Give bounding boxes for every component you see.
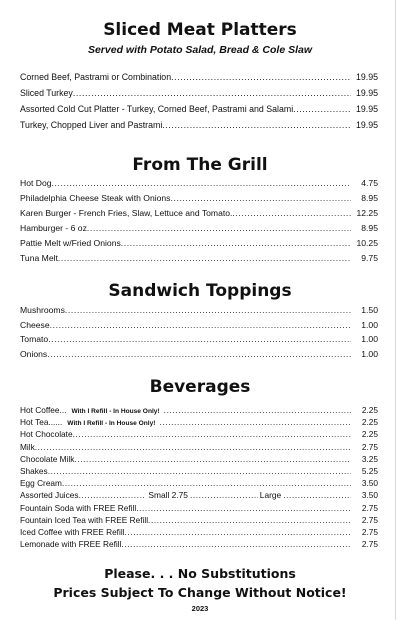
dot-leader	[148, 514, 351, 526]
item-large-label: Large	[259, 490, 282, 501]
item-name: Tuna Melt	[20, 253, 58, 263]
menu-item	[20, 117, 378, 133]
menu-item	[20, 69, 378, 85]
dot-leader	[190, 489, 258, 501]
menu-item	[20, 465, 378, 477]
menu-item	[20, 404, 378, 416]
menu-item	[20, 318, 378, 333]
dot-leader	[74, 453, 351, 465]
beverages-list	[20, 404, 378, 550]
menu-item	[20, 441, 378, 453]
menu-item	[20, 251, 378, 266]
item-price: 19.95	[355, 120, 378, 130]
section-title-beverages: Beverages	[149, 377, 251, 397]
dot-leader	[73, 428, 351, 440]
section-subtitle-platters: Served with Potato Salad, Bread & Cole Slaw	[87, 44, 313, 56]
menu-item	[20, 526, 378, 538]
item-price: 2.25	[361, 417, 378, 428]
item-name: Lemonade with FREE Refill	[20, 539, 122, 550]
item-name: Hamburger - 6 oz	[20, 223, 87, 233]
item-note: With I Refill - In House Only!	[67, 420, 156, 428]
item-price: 19.95	[355, 88, 378, 98]
item-name: Hot Dog	[20, 178, 52, 188]
dot-leader	[62, 477, 351, 489]
section-title-grill: From The Grill	[132, 155, 268, 175]
menu-item	[20, 489, 378, 501]
dot-leader	[48, 332, 351, 347]
item-price: 19.95	[355, 72, 378, 82]
platters-list	[20, 69, 378, 133]
dot-leader	[52, 176, 351, 191]
item-name: Karen Burger - French Fries, Slaw, Lettuce and Tomato.	[20, 208, 233, 218]
item-price: 8.95	[361, 193, 378, 203]
item-price: 2.25	[361, 429, 378, 440]
item-name: Tomato	[20, 334, 49, 344]
item-name: Onions	[20, 348, 48, 359]
dot-leader	[65, 303, 351, 318]
item-name: Shakes	[20, 465, 48, 476]
menu-item	[20, 428, 378, 440]
item-name: Assorted Juices	[20, 490, 79, 501]
dot-leader	[121, 538, 351, 550]
menu-item	[20, 453, 378, 465]
dot-leader	[170, 191, 351, 206]
dot-leader	[125, 526, 351, 538]
menu-item	[20, 538, 378, 550]
item-price: 8.95	[361, 223, 378, 233]
dot-leader	[283, 489, 351, 501]
dot-leader	[136, 502, 351, 514]
dot-leader	[121, 236, 351, 251]
item-price: 2.75	[361, 514, 378, 525]
menu-item	[20, 221, 378, 236]
grill-list	[20, 176, 378, 266]
dot-leader	[35, 441, 351, 453]
menu-item	[20, 303, 378, 318]
item-name: Milk	[20, 441, 35, 452]
dot-leader	[232, 206, 351, 221]
item-name: Hot Tea......	[20, 417, 63, 428]
menu-item	[20, 514, 378, 526]
menu-item	[20, 85, 378, 101]
item-note: With I Refill - In House Only!	[71, 408, 160, 415]
menu-item	[20, 206, 378, 221]
section-title-platters: Sliced Meat Platters	[103, 20, 297, 40]
item-price: 1.00	[361, 319, 378, 330]
item-name: Assorted Cold Cut Platter - Turkey, Corned Beef, Pastrami and Salami	[20, 104, 294, 114]
menu-year: 2023	[191, 604, 209, 613]
item-price: 2.25	[361, 405, 378, 415]
item-name: Egg Cream	[20, 478, 62, 489]
item-price: 5.25	[361, 465, 378, 476]
item-name: Chocolate Milk	[20, 453, 75, 464]
item-price: 1.00	[361, 348, 378, 359]
no-substitutions-notice: Please. . . No Substitutions	[104, 566, 296, 581]
toppings-list	[20, 303, 378, 361]
item-price: 3.50	[361, 490, 378, 501]
item-price: 10.25	[356, 238, 378, 248]
section-title-toppings: Sandwich Toppings	[108, 281, 292, 301]
item-price: 3.25	[361, 453, 378, 464]
menu-item	[20, 502, 378, 514]
item-small-price: Small 2.75	[148, 490, 188, 501]
dot-leader	[160, 416, 351, 428]
dot-leader	[164, 404, 351, 416]
item-name: Hot Coffee...	[20, 405, 67, 415]
item-price: 2.75	[361, 539, 378, 550]
item-price: 9.75	[361, 253, 378, 263]
item-name: Philadelphia Cheese Steak with Onions	[20, 193, 171, 203]
item-price: 1.00	[361, 334, 378, 344]
item-name: Corned Beef, Pastrami or Combination	[20, 72, 172, 82]
menu-item	[20, 477, 378, 489]
menu-item	[20, 236, 378, 251]
menu-item	[20, 191, 378, 206]
dot-leader	[73, 85, 351, 101]
menu-item	[20, 347, 378, 362]
menu-item	[20, 416, 378, 428]
item-price: 2.75	[361, 502, 378, 513]
item-name: Iced Coffee with FREE Refill	[20, 526, 125, 537]
dot-leader	[79, 489, 147, 501]
item-price: 12.25	[356, 208, 378, 218]
dot-leader	[48, 465, 351, 477]
item-name: Fountain Soda with FREE Refill	[20, 502, 137, 513]
item-name: Hot Chocolate	[20, 429, 73, 440]
page-edge	[395, 0, 396, 620]
dot-leader	[50, 318, 351, 333]
item-price: 2.75	[361, 526, 378, 537]
dot-leader	[47, 347, 351, 362]
dot-leader	[293, 101, 351, 117]
menu-item	[20, 332, 378, 347]
item-name: Turkey, Chopped Liver and Pastrami	[20, 120, 163, 130]
item-name: Fountain Iced Tea with FREE Refill	[20, 514, 149, 525]
dot-leader	[58, 251, 351, 266]
price-change-notice: Prices Subject To Change Without Notice!	[53, 585, 347, 600]
menu-item	[20, 101, 378, 117]
dot-leader	[171, 69, 351, 85]
dot-leader	[87, 221, 351, 236]
dot-leader	[162, 117, 351, 133]
item-name: Mushrooms	[20, 305, 65, 315]
item-name: Sliced Turkey	[20, 88, 73, 98]
item-price: 19.95	[355, 104, 378, 114]
item-price: 1.50	[361, 305, 378, 315]
item-name: Cheese	[20, 319, 50, 330]
menu-item	[20, 176, 378, 191]
item-price: 2.75	[361, 441, 378, 452]
item-price: 3.50	[361, 478, 378, 489]
item-name: Pattie Melt w/Fried Onions	[20, 238, 121, 248]
item-price: 4.75	[361, 178, 378, 188]
